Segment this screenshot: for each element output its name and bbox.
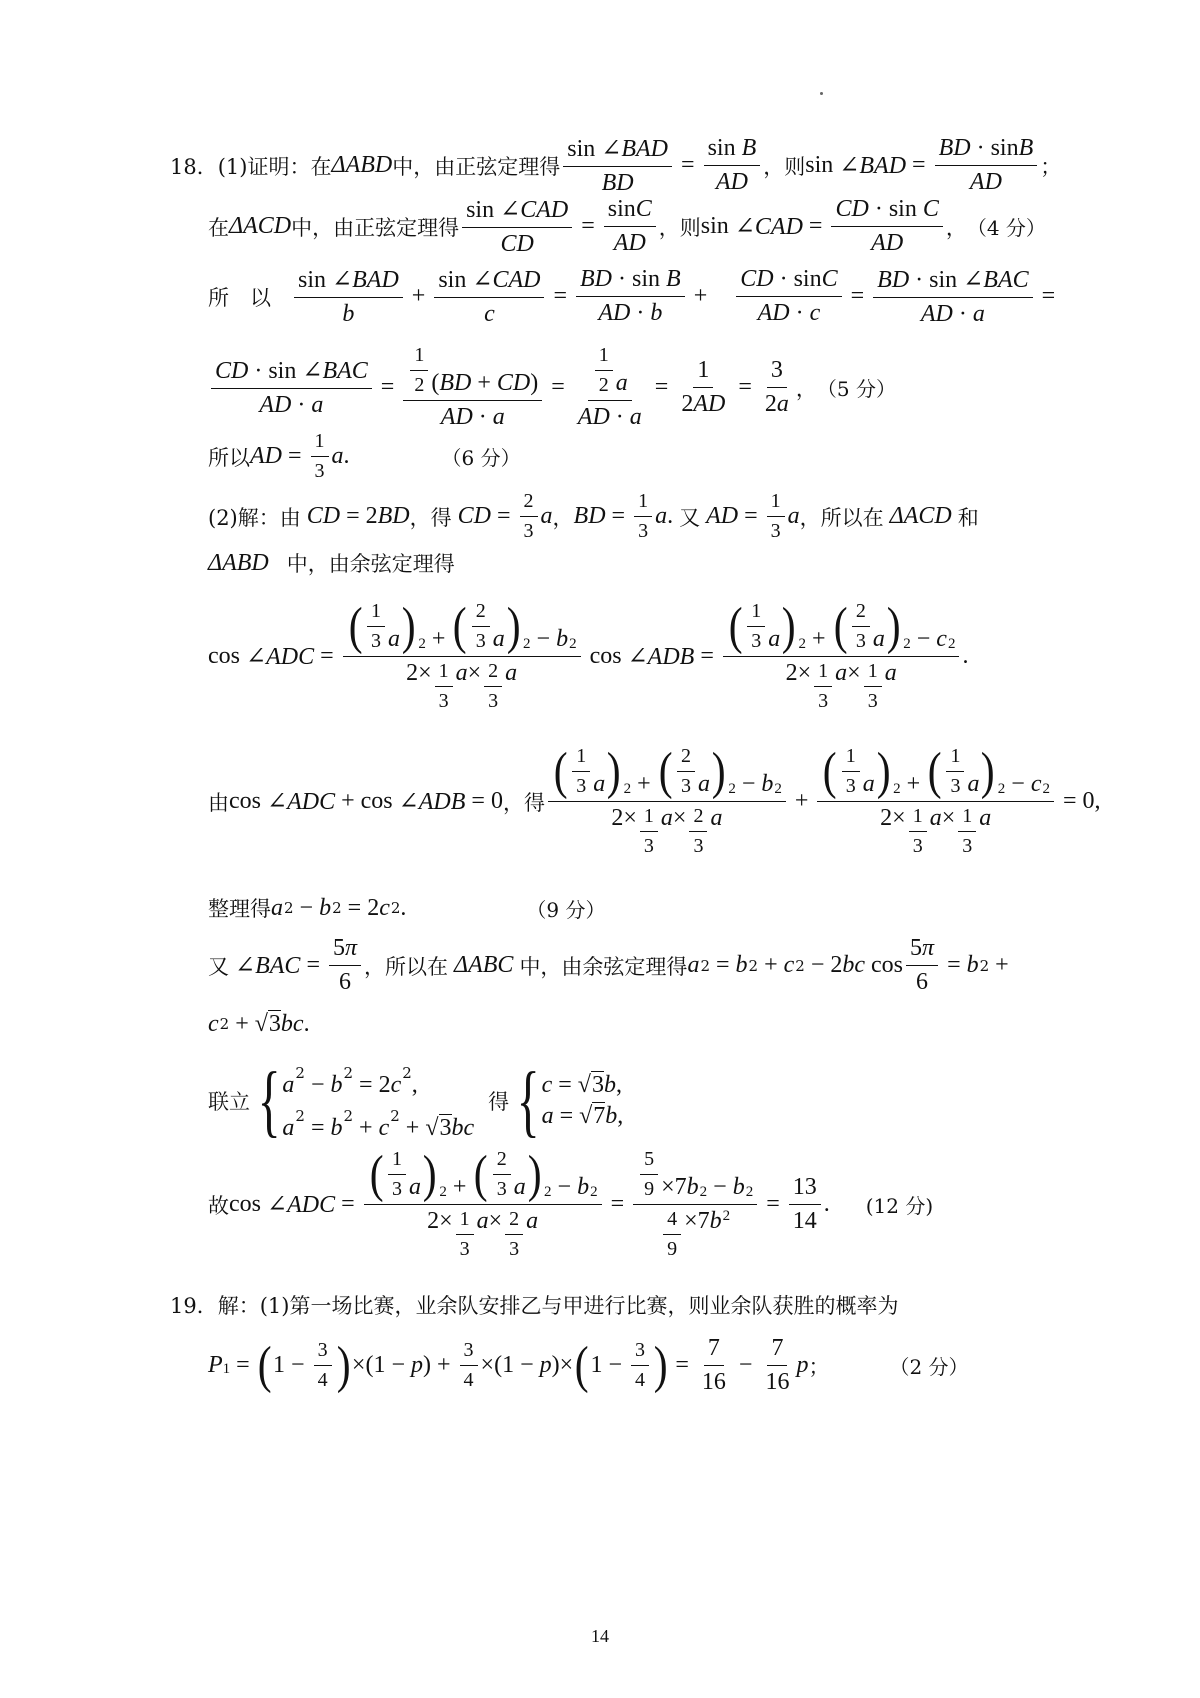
fraction: $\frac{1}{3}$ xyxy=(634,490,652,543)
text: 中，由正弦定理得 xyxy=(392,154,561,179)
fraction: sin B AD xyxy=(704,135,761,196)
text: 得 xyxy=(430,505,452,530)
text: ，得 xyxy=(502,790,545,815)
text: 由 xyxy=(208,790,229,815)
fraction: $\frac{5}{9}$ ×7 b $_2$ − b $_2$ $\frac{4}{9}$ ×7 b $^2$ xyxy=(633,1148,757,1261)
text: 故 xyxy=(208,1193,229,1218)
fraction: 3 2 a xyxy=(764,357,789,417)
p18-line14: 故 cos ∠ADC = ( $\frac{1}{3}$ a ) $_2$ + ( $\frac{2}{3}$ a ) $_2$ − b $_2$ 2× $\frac{1}{3}$ a × $\frac{2}{3}$ a = $\frac{5}{9}$ ×7 b $_2$ − b $_2$ $\frac{4}{9}$ ×7 b $^2$ = $\frac{13}{14}$ . (12 分) xyxy=(208,1146,934,1260)
problem-number: 19． xyxy=(170,1294,218,1318)
p18-line2: 在 ΔACD 中，由正弦定理得 sin ∠CAD CD = sin C AD ，则 sin ∠CAD = CD · sin C AD ， （4 分） xyxy=(208,196,1046,257)
text: ，所以在 xyxy=(799,505,884,530)
fraction: $\frac{2}{3}$ xyxy=(520,490,538,543)
p18-line4: CD · sin ∠BAC AD · a = $\frac{1}{2}$ ( BD + CD ) AD · a = $\frac{1}{2}$ a AD · a = 1 2 AD = 3 2 a ， （5 分） xyxy=(208,344,896,431)
fraction: sin ∠CAD c xyxy=(434,265,544,328)
p18-line8: cos ∠ADC = ( $\frac{1}{3}$ a ) $_2$ + ( $\frac{2}{3}$ a ) $_2$ − b $_2$ 2× $\frac{1}{3}$ a × $\frac{2}{3}$ a cos ∠ADB = ( $\frac{1}{3}$ a ) $_2$ + ( $\frac{2}{3}$ a ) $_2$ − c $_2$ 2× $\frac{1}{3}$ a × $\frac{1}{3}$ a . xyxy=(208,598,969,712)
fraction: 1 2 AD xyxy=(681,357,726,417)
fraction: 5 π 6 xyxy=(906,935,938,996)
text: 中，由余弦定理得 xyxy=(286,552,455,576)
p18-line1: 18． (1)证明：在 ΔABD 中，由正弦定理得 sin ∠ BAD BD = sin B AD ，则 sin ∠BAD = BD · sin B AD ； xyxy=(170,135,1062,196)
fraction: ( $\frac{1}{3}$ a ) $_2$ + ( $\frac{2}{3}$ a ) $_2$ − b $_2$ 2× $\frac{1}{3}$ a × $\frac{2}{3}$ a xyxy=(364,1148,602,1261)
text: 在 xyxy=(208,215,229,240)
text: ，所以在 xyxy=(364,954,449,979)
p19-line2: P 1 = ( 1 − $\frac{3}{4}$ ) ×(1 − p ) + $\frac{3}{4}$ ×(1 − p )× ( 1 − $\frac{3}{4}$ ) = $\frac{7}{16}$ − $\frac{7}{16}$ p ； （2 分） xyxy=(208,1335,969,1395)
fraction: $\frac{1}{2}$ ( BD + CD ) AD · a xyxy=(403,344,542,431)
text: ，则 xyxy=(763,154,806,179)
fraction: BD · sin ∠BAC AD · a xyxy=(873,265,1032,328)
score-note: (12 分) xyxy=(865,1194,934,1218)
p18-line3: 所 以 sin ∠BAD b + sin ∠CAD c = BD · sin B AD · b + CD · sin C AD · c = BD · sin ∠BAC AD · a = xyxy=(208,266,1056,327)
p18-line5: 所以 AD = $\frac{1}{3}$ a . （6 分） xyxy=(208,430,521,482)
math: ΔACD xyxy=(229,213,292,239)
text: 中，由正弦定理得 xyxy=(291,215,460,240)
problem-number: 18． xyxy=(170,154,218,179)
fraction: sin C AD xyxy=(604,196,656,257)
p18-line10: 整理得 a 2 − b 2 = 2 c 2 . （9 分） xyxy=(208,894,606,922)
text: 又 xyxy=(679,505,701,530)
fraction: BD · sin B AD xyxy=(935,135,1038,196)
fraction: ( $\frac{1}{3}$ a ) $_2$ + ( $\frac{2}{3}$ a ) $_2$ − b $_2$ 2× $\frac{1}{3}$ a × $\frac{2}{3}$ a xyxy=(343,600,581,713)
score-note: （2 分） xyxy=(889,1355,969,1379)
fraction: CD · sin C AD · c xyxy=(736,266,841,327)
fraction: sin ∠BAD b xyxy=(294,265,403,328)
fraction: $\frac{1}{2}$ a AD · a xyxy=(577,344,642,430)
score-note: （6 分） xyxy=(441,446,521,470)
text: ； xyxy=(1040,154,1062,179)
text: 所以 xyxy=(208,445,250,470)
p18-line9: 由 cos ∠ADC + cos ∠ADB = 0 ，得 ( $\frac{1}{3}$ a ) $_2$ + ( $\frac{2}{3}$ a ) $_2$ − b $_2$ 2× $\frac{1}{3}$ a × $\frac{2}{3}$ a + ( $\frac{1}{3}$ a ) $_2$ + ( $\frac{1}{3}$ a ) $_2$ − c $_2$ 2× $\frac{1}{3}$ a × $\frac{1}{3}$ a = 0, xyxy=(208,743,1101,857)
p18-line6: (2)解：由 CD = 2 BD ， 得 CD = $\frac{2}{3}$ a ， BD = $\frac{1}{3}$ a . 又 AD = $\frac{1}{3}$ a ，所以在 ΔACD 和 xyxy=(208,490,979,542)
text: 所 以 xyxy=(208,285,271,310)
text: ，则 xyxy=(658,215,701,240)
score-note: （9 分） xyxy=(526,897,606,922)
text: 整理得 xyxy=(208,897,271,921)
fraction: sin ∠ BAD BD xyxy=(563,134,672,197)
text: 中，由余弦定理得 xyxy=(519,954,688,979)
fraction: ( $\frac{1}{3}$ a ) $_2$ + ( $\frac{2}{3}$ a ) $_2$ − c $_2$ 2× $\frac{1}{3}$ a × $\frac{1}{3}$ a xyxy=(723,600,960,713)
fraction: ( $\frac{1}{3}$ a ) $_2$ + ( $\frac{1}{3}$ a ) $_2$ − c $_2$ 2× $\frac{1}{3}$ a × $\frac{1}{3}$ a xyxy=(817,745,1054,858)
p18-line13: 联立 { $a^2 - b^2 = 2c^2$, $a^2 = b^2 + c^2 + √3bc$ 得 { c = √3b, a = √7b, xyxy=(208,1057,624,1145)
page-number: 14 xyxy=(591,1626,609,1646)
text: 解：(1)第一场比赛，业余队安排乙与甲进行比赛，则业余队获胜的概率为 xyxy=(217,1294,899,1318)
text: 又 xyxy=(208,954,229,979)
p18-line12: c 2 + √ 3 bc . xyxy=(208,1010,310,1037)
text: 联立 xyxy=(208,1090,250,1114)
math: ΔABD xyxy=(208,549,269,576)
speck xyxy=(820,92,823,95)
fraction: ( $\frac{1}{3}$ a ) $_2$ + ( $\frac{2}{3}$ a ) $_2$ − b $_2$ 2× $\frac{1}{3}$ a × $\frac{2}{3}$ a xyxy=(548,745,786,858)
p18-line11: 又 ∠BAC = 5 π 6 ，所以在 ΔABC 中，由余弦定理得 a 2 = b 2 + c 2 − 2 bc cos 5 π 6 = b 2 + xyxy=(208,935,1009,995)
text: (1)证明：在 xyxy=(217,154,332,179)
equation-system: c = √3b, a = √7b, xyxy=(541,1072,624,1129)
math: ΔABD xyxy=(331,152,393,178)
score-note: （4 分） xyxy=(966,216,1046,240)
text: (2)解：由 xyxy=(208,505,301,530)
fraction: 5 π 6 xyxy=(329,935,361,996)
fraction: CD · sin ∠BAC AD · a xyxy=(211,356,372,419)
fraction: $\frac{1}{3}$ xyxy=(767,490,785,543)
fraction: $\frac{13}{14}$ xyxy=(789,1174,821,1235)
fraction: BD · sin B AD · b xyxy=(576,266,685,327)
p19-line1 xyxy=(170,1290,898,1320)
text: 得 xyxy=(488,1090,510,1114)
fraction: sin ∠CAD CD xyxy=(462,195,572,258)
p18-line7 xyxy=(208,548,455,578)
fraction: CD · sin C AD xyxy=(831,196,942,257)
score-note: （5 分） xyxy=(816,377,896,401)
fraction: $\frac{1}{3}$ xyxy=(311,430,329,483)
equation-system: $a^2 - b^2 = 2c^2$, $a^2 = b^2 + c^2 + √3bc$ xyxy=(282,1064,475,1141)
text: 和 xyxy=(957,505,979,530)
